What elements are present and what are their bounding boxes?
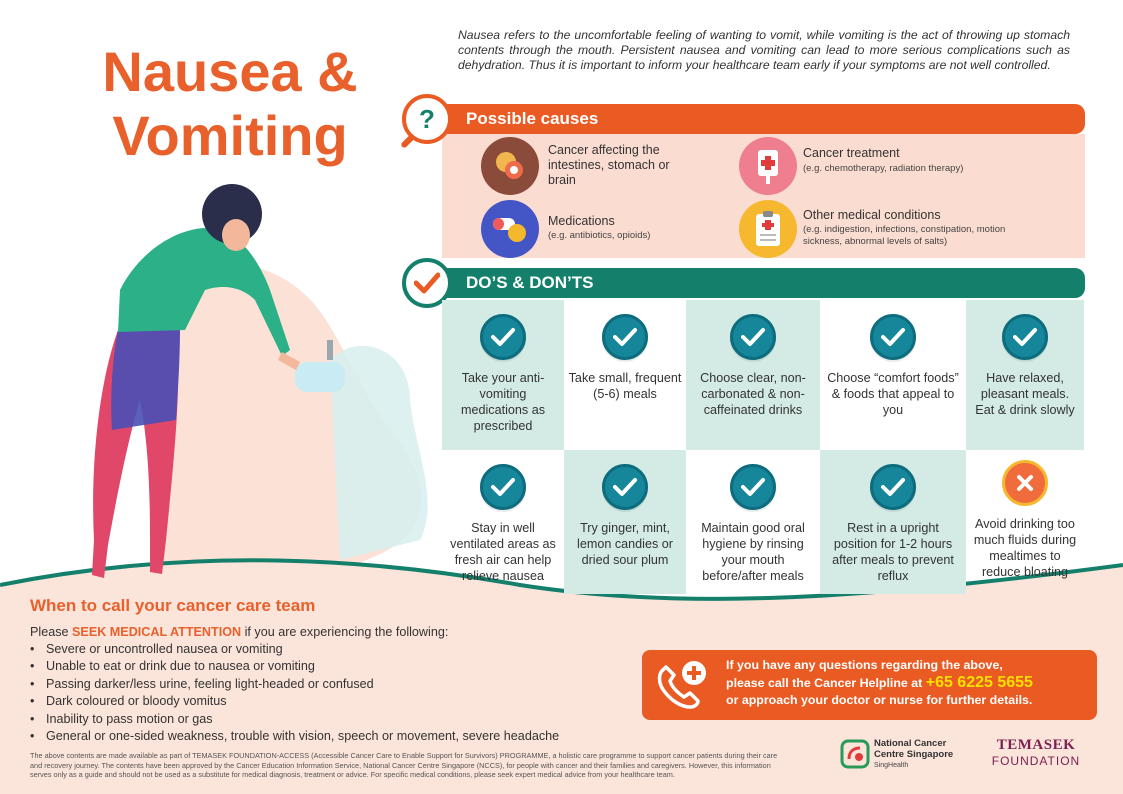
question-magnifier-icon: ? — [402, 94, 452, 144]
temasek-foundation-logo: TEMASEK FOUNDATION — [991, 737, 1081, 768]
title-line-2: Vomiting — [112, 104, 348, 167]
phone-plus-icon — [652, 657, 710, 713]
iv-bag-icon — [739, 137, 797, 195]
dos-text: Avoid drinking too much fluids during mealtimes to reduce bloating — [973, 517, 1077, 579]
causes-heading: Possible causes — [410, 104, 1085, 134]
cause-item-1-title: Cancer affecting the intestines, stomach or brain — [548, 143, 670, 187]
dos-cell-7 — [564, 450, 686, 594]
dos-cell-10 — [966, 450, 1084, 594]
intro-paragraph: Nausea refers to the uncomfortable feeling of wanting to vomit, while vomiting is the act of throwing up stomach contents through the mouth. Persistent nausea and vomiting can lead to more serious complications such as dehydration. Thus it is important to inform your healthcare team early if your symptoms are not well controlled. — [458, 28, 1070, 72]
dos-text: Maintain good oral hygiene by rinsing your mouth before/after meals — [701, 521, 805, 583]
dos-cell-5 — [966, 300, 1084, 450]
when-to-call-heading: When to call your cancer care team — [30, 596, 316, 615]
list-item: • Unable to eat or drink due to nausea or vomiting — [30, 658, 650, 675]
dos-cell-3 — [686, 300, 820, 450]
check-icon — [730, 464, 776, 510]
seek-medical-attention: SEEK MEDICAL ATTENTION — [72, 625, 242, 639]
list-item: • Inability to pass motion or gas — [30, 711, 650, 728]
helpline-number[interactable]: +65 6225 5655 — [925, 674, 1033, 691]
title-line-1: Nausea & — [102, 40, 358, 103]
cause-item-3-title: Medications — [548, 214, 615, 228]
dos-text: Take your anti-vomiting medications as prescribed — [461, 371, 545, 433]
check-icon — [602, 314, 648, 360]
cause-item-4-title: Other medical conditions — [803, 208, 941, 222]
pills-icon — [481, 200, 539, 258]
dos-cell-2 — [564, 300, 686, 450]
cause-item-2-sub: (e.g. chemotherapy, radiation therapy) — [803, 163, 964, 174]
dos-text: Take small, frequent (5-6) meals — [568, 371, 682, 401]
nccs-logo: National Cancer Centre Singapore SingHealth — [838, 735, 968, 775]
organs-icon — [481, 137, 539, 195]
symptom-list — [30, 641, 650, 745]
dos-cell-4 — [820, 300, 966, 450]
dos-text: Have relaxed, pleasant meals. Eat & drink slowly — [975, 371, 1075, 417]
clipboard-icon — [739, 200, 797, 258]
check-icon — [1002, 314, 1048, 360]
dos-cell-8 — [686, 450, 820, 594]
dos-cell-9 — [820, 450, 966, 594]
cross-icon — [1002, 460, 1048, 506]
dos-text: Try ginger, mint, lemon candies or dried sour plum — [577, 521, 673, 567]
disclaimer-text: The above contents are made available as part of TEMASEK FOUNDATION-ACCESS (Accessible Cancer Care to Enable Support for Survivors) PROGRAMME, a holistic care programme to support cancer patients during their care and recovery journey. The contents have been approved by the Cancer Education Information Service, National Cancer Centre Singapore (NCCS), for people with cancer and their families and caregivers. However, this information serves only as a guide and should not be used as a substitute for medical diagnosis, treatment or advice. For specific medical conditions, please seek expert medical advice from your healthcare team. — [30, 751, 778, 780]
list-item: • Dark coloured or bloody vomitus — [30, 693, 650, 710]
check-icon — [870, 314, 916, 360]
dos-heading: DO’S & DON’TS — [410, 268, 1085, 298]
dos-text: Choose “comfort foods” & foods that appeal to you — [827, 371, 959, 417]
check-icon — [480, 314, 526, 360]
cause-item-3-sub: (e.g. antibiotics, opioids) — [548, 230, 651, 241]
dos-text: Choose clear, non-carbonated & non-caffeinated drinks — [700, 371, 806, 417]
dos-cell-1 — [442, 300, 564, 450]
check-icon — [730, 314, 776, 360]
nccs-emblem-icon — [840, 739, 870, 769]
dos-text: Rest in a upright position for 1-2 hours after meals to prevent reflux — [832, 521, 954, 583]
helpline-box — [642, 650, 1097, 720]
list-item: • Passing darker/less urine, feeling light-headed or confused — [30, 676, 650, 693]
check-icon — [602, 464, 648, 510]
cause-item-2-title: Cancer treatment — [803, 146, 900, 160]
dos-text: Stay in well ventilated areas as fresh air can help relieve nausea — [450, 521, 556, 583]
check-icon — [870, 464, 916, 510]
cause-item-4-sub: (e.g. indigestion, infections, constipation, motion sickness, abnormal levels of salts) — [803, 224, 1006, 247]
helpline-text: If you have any questions regarding the above, please call the Cancer Helpline at +65 6225 5655 or approach your doctor or nurse for further details. — [726, 658, 1033, 707]
check-icon — [480, 464, 526, 510]
dos-cell-6 — [442, 450, 564, 594]
page-title — [60, 40, 400, 168]
seek-attention-line: Please SEEK MEDICAL ATTENTION if you are experiencing the following: — [30, 625, 449, 639]
list-item: • General or one-sided weakness, trouble with vision, speech or movement, severe headache — [30, 728, 650, 745]
list-item: • Severe or uncontrolled nausea or vomiting — [30, 641, 650, 658]
